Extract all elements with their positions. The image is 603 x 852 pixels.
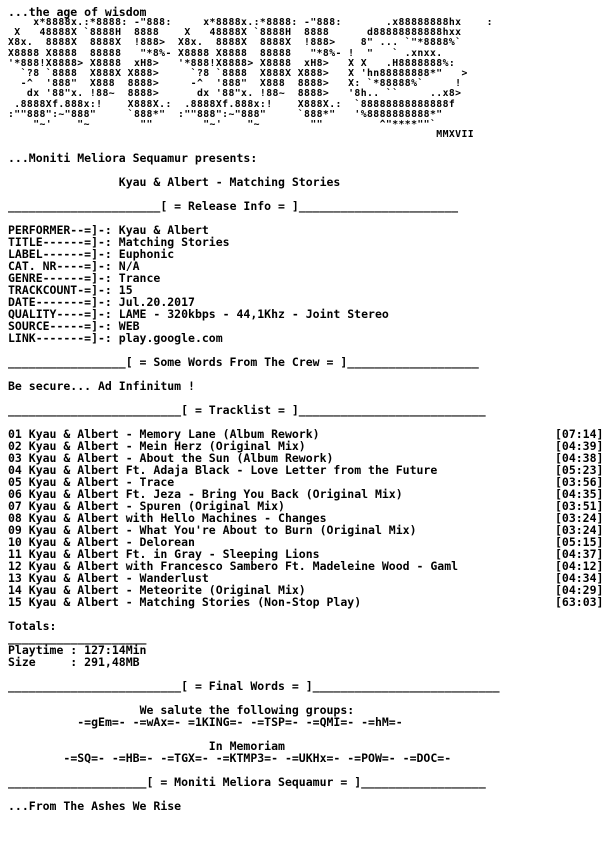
release-info-label: DATE-------=]-:	[8, 295, 112, 310]
track-number: 04	[8, 463, 29, 478]
release-info-value: Jul.20.2017	[111, 295, 195, 310]
track-title: Kyau & Albert Ft. in Gray - Sleeping Lions	[28, 547, 320, 562]
track-duration: [03:24]	[554, 511, 603, 526]
outro-text: ...From The Ashes We Rise	[8, 799, 182, 814]
track-title: Kyau & Albert - Mein Herz (Original Mix)	[28, 439, 306, 454]
track-duration: [05:23]	[554, 463, 603, 478]
track-number: 05	[8, 475, 29, 490]
track-duration: [03:24]	[555, 523, 603, 538]
track-number: 15	[8, 595, 29, 610]
nfo-document	[8, 5, 603, 814]
release-info-value: Euphonic	[111, 247, 175, 262]
totals-divider: ____________________	[8, 631, 147, 646]
memoriam-groups: -=SQ=- -=HB=- -=TGX=- -=KTMP3=- -=UKHx=- -=POW=- -=DOC=-	[63, 751, 452, 766]
track-duration: [04:12]	[554, 559, 603, 574]
track-duration: [63:03]	[555, 595, 603, 610]
track-duration: [04:37]	[554, 547, 603, 562]
release-info-label: TRACKCOUNT-=]-:	[8, 283, 112, 298]
track-duration: [03:51]	[555, 499, 603, 514]
release-info-value: Kyau & Albert	[111, 223, 209, 238]
release-info-heading: ______________________[ = Release Info = ]_______________________	[8, 199, 459, 214]
track-number: 09	[8, 523, 29, 538]
salute-groups: -=gEm=- -=wAx=- =1KING=- -=TSP=- -=QMI=- -=hM=-	[77, 715, 403, 730]
tracklist-heading: _________________________[ = Tracklist = ]___________________________	[8, 403, 486, 418]
track-number: 13	[8, 571, 29, 586]
intro-text: ...the age of wisdom	[8, 5, 147, 19]
track-duration: [04:29]	[554, 583, 603, 598]
track-number: 06	[8, 487, 29, 502]
track-title: Kyau & Albert - Memory Lane (Album Rework)	[28, 427, 320, 442]
release-info-value: N/A	[111, 259, 140, 274]
release-info-value: Matching Stories	[111, 235, 230, 250]
track-number: 14	[8, 583, 29, 598]
crew-words-text: Be secure... Ad Infinitum !	[8, 379, 195, 394]
release-info-label: GENRE------=]-:	[8, 271, 112, 286]
track-duration: [04:35]	[554, 487, 603, 502]
footer-heading: ____________________[ = Moniti Meliora Sequamur = ]__________________	[8, 775, 486, 790]
totals-size: Size : 291,48MB	[8, 655, 140, 670]
track-duration: [03:56]	[555, 475, 603, 490]
release-info-row	[8, 332, 588, 344]
salute-text: We salute the following groups:	[139, 703, 355, 718]
track-duration: [07:14]	[554, 427, 603, 442]
track-number: 08	[8, 511, 29, 526]
track-number: 07	[8, 499, 29, 514]
release-info-label: CAT. NR----=]-:	[8, 259, 112, 274]
track-title: Kyau & Albert with Hello Machines - Changes	[28, 511, 327, 526]
release-title: Kyau & Albert - Matching Stories	[118, 175, 341, 190]
track-duration: [05:15]	[554, 535, 603, 550]
track-duration: [04:38]	[554, 451, 603, 466]
release-info-label: TITLE------=]-:	[8, 235, 112, 250]
release-info-label: QUALITY----=]-:	[8, 307, 112, 322]
release-info-value: LAME - 320kbps - 44,1Khz - Joint Stereo	[111, 307, 389, 322]
crew-words-heading: _________________[ = Some Words From The Crew = ]___________________	[8, 355, 479, 370]
release-info-value: WEB	[111, 319, 140, 334]
track-title: Kyau & Albert Ft. Jeza - Bring You Back (Original Mix)	[28, 487, 403, 502]
track-title: Kyau & Albert - About the Sun (Album Rework)	[28, 451, 334, 466]
totals-playtime: Playtime : 127:14Min	[8, 643, 147, 658]
release-info-value: play.google.com	[111, 331, 223, 346]
ascii-logo: x*8888x.:*8888: -"888: x*8888x.:*8888: -"888: .x88888888hx : X 48888X `8888H 8888 X 48888X `8888H 8888 d88888888888hxx X8x. 8888X 8888X !888> X8x. 8888X 8888X !888> 8" ... `"*8888%` X8888 X8888 88888 "*8%- X8888 X8888 88888 "*8%- ! " ` .xnxx. '*888!X8888> X8888 xH8> '*888!X8888> X8888 xH8> X X .H8888888%: `?8 `8888 X888X X888> `?8 `8888 X888X X888> X 'hn88888888*" > -^ '888" X888 8888> -^ '888" X888 8888> X: `*88888%` ! dx '88"x. !88~ 8888> dx '88"x. !88~ 8888> '8h.. `` ..x8> .8888Xf.888x:! X888X.: .8888Xf.888x:! X888X.: `88888888888888f :""888":~"888" `888*" :""888":~"888" `888*" '%8888888888*" "~' "~ "" "~' "~ "" ^"****""` MMXVII	[8, 17, 493, 141]
tracklist-list	[8, 427, 603, 610]
track-number: 01	[8, 427, 29, 442]
track-number: 11	[8, 547, 29, 562]
release-info-label: PERFORMER--=]-:	[8, 223, 112, 238]
track-number: 03	[8, 451, 29, 466]
track-row	[8, 595, 603, 610]
track-title: Kyau & Albert - Wanderlust	[28, 571, 209, 586]
release-info-label: LABEL------=]-:	[8, 247, 112, 262]
track-number: 10	[8, 535, 29, 550]
release-info-label: LINK-------=]-:	[8, 331, 112, 346]
track-title: Kyau & Albert with Francesco Sambero Ft. Madeleine Wood - Gaml	[28, 559, 459, 574]
presents-text: ...Moniti Meliora Sequamur presents:	[8, 151, 258, 166]
track-title: Kyau & Albert - What You're About to Burn (Original Mix)	[28, 523, 417, 538]
final-words-heading: _________________________[ = Final Words = ]___________________________	[8, 679, 500, 694]
track-title: Kyau & Albert - Meteorite (Original Mix)	[28, 583, 306, 598]
totals-heading: Totals:	[8, 619, 57, 634]
release-info-label: SOURCE-----=]-:	[8, 319, 112, 334]
track-number: 12	[8, 559, 29, 574]
release-info-value: 15	[111, 283, 133, 298]
track-title: Kyau & Albert - Delorean	[28, 535, 195, 550]
track-number: 02	[8, 439, 29, 454]
track-title: Kyau & Albert - Matching Stories (Non-Stop Play)	[28, 595, 362, 610]
track-title: Kyau & Albert - Spuren (Original Mix)	[28, 499, 285, 514]
release-info-value: Trance	[111, 271, 161, 286]
memoriam-text: In Memoriam	[208, 739, 285, 754]
release-info-list	[8, 224, 588, 344]
track-duration: [04:34]	[554, 571, 603, 586]
track-title: Kyau & Albert Ft. Adaja Black - Love Letter from the Future	[28, 463, 438, 478]
track-duration: [04:39]	[554, 439, 603, 454]
track-title: Kyau & Albert - Trace	[28, 475, 175, 490]
